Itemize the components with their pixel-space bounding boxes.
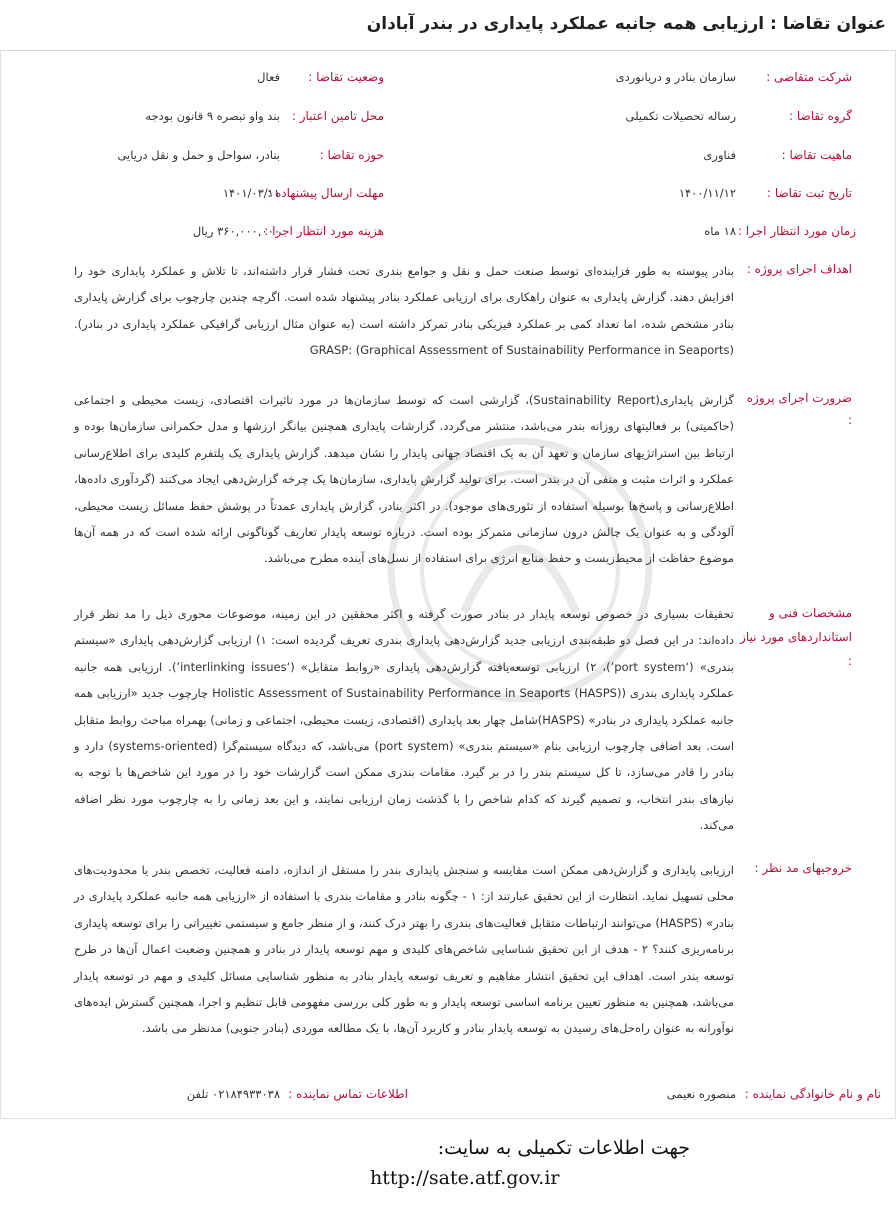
funding-label: محل تامین اعتبار : <box>291 109 384 123</box>
row-group <box>0 109 896 133</box>
rep-contact-label: اطلاعات تماس نماینده : <box>288 1087 408 1101</box>
domain-label: حوزه تقاضا : <box>319 148 384 162</box>
rep-name-value: منصوره نعیمی <box>666 1087 736 1101</box>
duration-label: زمان مورد انتظار اجرا : <box>737 224 856 238</box>
cost-value: ۳۶۰,۰۰۰,۰۰۰ ریال <box>192 224 280 238</box>
row-duration <box>0 224 896 248</box>
deadline-label: مهلت ارسال پیشنهاده : <box>267 186 384 200</box>
status-label: وضعیت تقاضا : <box>308 70 384 84</box>
company-value: سازمان بنادر و دریانوردی <box>615 70 736 84</box>
necessity-section <box>0 387 896 599</box>
footer-url-link[interactable]: http://sate.atf.gov.ir <box>370 1167 560 1189</box>
nature-label: ماهیت تقاضا : <box>781 148 852 162</box>
reg-date-value: ۱۴۰۰/۱۱/۱۲ <box>678 186 736 200</box>
status-value: فعال <box>257 70 280 84</box>
specs-label: مشخصات فنی و استانداردهای مورد نیاز : <box>740 606 852 668</box>
footer-note: جهت اطلاعات تکمیلی به سایت: <box>437 1137 690 1159</box>
row-company <box>0 70 896 94</box>
row-contact <box>0 1087 896 1111</box>
reg-date-label: تاریخ ثبت تقاضا : <box>766 186 852 200</box>
specs-section <box>0 601 896 846</box>
row-nature <box>0 148 896 172</box>
domain-value: بنادر، سواحل و حمل و نقل دریایی <box>117 148 280 162</box>
necessity-label: ضرورت اجرای پروژه : <box>746 391 852 427</box>
necessity-text: گزارش پایداری(Sustainability Report)، گزارشی است که توسط سازمان‌ها در مورد تاثیرات اقتصادی، زیست محیطی و اجتماعی (حاکمیتی) بر فعالیتهای روزانه بندر می‌باشد، منتشر می‌گردد. گزارشات پایداری همچنین بیانگر ارزشها و مدل حکمرانی سازمان‌ها بوده و ارتباط بین استراتژیهای سازمان و تعهد آن به یک اقتصاد جهانی پایدار را نشان میدهد. گزارش پایداری یک پلتفرم کلیدی برای اطلاع‌رسانی عملکرد و اثرات مثبت و منفی آن در بندر است. برای تولید گزارش پایداری، سازمان‌ها یک چرخه گزارش‌دهی ایجاد می‌کنند (گردآوری داده‌ها، اطلاع‌رسانی و پاسخ‌ها بوسیله استفاده از تئوری‌های موجود). در اکثر بنادر، گزارش پایداری عمدتاً در پوشش حفظ مسائل زیست محیطی، آلودگی و به عنوان یک چالش درون سازمانی متمرکز بوده است. درباره توسعه پایدار تعاریف گوناگونی ارائه شده است که در همه آن‌ها موضوع حفاظت از محیط‌زیست و حفظ منابع انرژی برای استفاده از نسل‌های آینده مطرح می‌باشد. <box>74 393 734 566</box>
duration-value: ۱۸ ماه <box>704 224 736 238</box>
rep-contact-value: ۰۲۱۸۴۹۳۳۰۳۸ تلفن <box>186 1087 280 1101</box>
page-title: عنوان تقاضا : ارزیابی همه جانبه عملکرد پایداری در بندر آبادان <box>366 14 886 34</box>
goals-text: بنادر پیوسته به طور فزاینده‌ای توسط صنعت حمل و نقل و جوامع بندری تحت فشار قرار داشته‌اند، تا تلاش و عملکرد پایداری خود را افزایش دهند. گزارش پایداری به عنوان راهکاری برای ارزیابی عملکرد بنادر پیشنهاد شده است. اگرچه چندین چارچوب برای گزارش پایداری بنادر مشخص شده، اما تعداد کمی بر عملکرد فیزیکی بنادر تمرکز داشته است (به عنوان مثال ارزیابی گرافیکی عملکرد پایداری در بنادر). GRASP: (Graphical Assessment of Sustainability Performance in Seaports) <box>74 264 734 358</box>
outputs-text: ارزیابی پایداری و گزارش‌دهی ممکن است مقایسه و سنجش پایداری بندر را مستقل از اندازه، دامنه فعالیت، تخصص بندر یا محدودیت‌های محلی تسهیل نماید. انتظارت از این تحقیق عبارتند از: ۱ - چگونه بنادر و مقامات بندری با استفاده از «ارزیابی همه جانبه عملکرد پایداری در بنادر» (HASPS) می‌توانند ارتباطات متقابل فعالیت‌های بندری را بهتر درک کنند، و از منظر جامع و سیستمی تغییراتی را برای توسعه پایداری برنامه‌ریزی کنند؟ ۲ - هدف از این تحقیق شناسایی شاخص‌های کلیدی و مهم توسعه پایدار در بنادر و همچنین وضعیت اعمال آن‌ها در طرح توسعه بندر است. اهداف این تحقیق انتشار مفاهیم و تعریف توسعه پایدار بنادر به منظور شناسایی مسائل کلیدی و مهم در توسعه پایدار می‌باشد، همچنین به منظور تعیین برنامه اساسی توسعه پایدار و به طور کلی بررسی مفهومی قابل تنظیم و اجرا، همچنین گسترش ایده‌های نوآورانه به عنوان راه‌حل‌های رسیدن به توسعه پایدار بنادر و کاربرد آن‌ها، با یک مطالعه موردی (بنادر جنوبی) مدنظر می باشد. <box>74 863 735 1036</box>
specs-text: تحقیقات بسیاری در خصوص توسعه پایدار در بنادر صورت گرفته و اکثر محققین در این زمینه، موضوعات محوری ذیل را مد نظر قرار داده‌اند: در این فصل دو طبقه‌بندی ارزیابی جدید گزارش‌دهی پایداری بندری تعریف گردیده است: ۱) ارزیابی گزارش‌دهی پایداری «سیستم بندری» (‘port system’)، ۲) ارزیابی توسعه‌یافته گزارش‌دهی پایداری «روابط متقابل» (‘interlinking issues’). ارزیابی همه جانبه عملکرد پایداری بندری (Holistic Assessment of Sustainability Performance in Seaports (HASPS) چارچوب جدید «ارزیابی همه جانبه عملکرد پایداری در بنادر» (HASPS)شامل چهار بعد پایداری (اقتصادی، زیست محیطی، اجتماعی و زمانی) بهمراه مباحث روابط متقابل است. بعد اضافی چارچوب ارزیابی بنام «سیستم بندری» (port system) می‌باشد، که دیدگاه سیستم‌گرا (systems-oriented) دارد و بنادر را قادر می‌سازد، تا کل سیستم بندر را در بر گیرد. مقامات بندری ممکن است گزارشات خود را در مورد این شاخص‌ها با توجه به نیازهای بندر انتخاب، و تصمیم گیرند که کدام شاخص را با گذشت زمان ارزیابی نمایند، و این بعد زمانی را به چارچوب مورد نظر اضافه می‌کند. <box>74 607 735 833</box>
goals-label: اهداف اجرای پروژه : <box>746 262 852 276</box>
deadline-value: ۱۴۰۱/۰۳/۱۱ <box>222 186 280 200</box>
funding-value: بند واو تبصره ۹ قانون بودجه <box>145 109 280 123</box>
goals-section <box>0 258 896 376</box>
nature-value: فناوری <box>703 148 736 162</box>
row-dates <box>0 186 896 210</box>
outputs-section <box>0 857 896 1073</box>
outputs-label: خروجیهای مد نظر : <box>754 861 852 875</box>
group-value: رساله تحصیلات تکمیلی <box>625 109 736 123</box>
title-bar <box>0 0 896 51</box>
company-label: شرکت متقاضی : <box>766 70 852 84</box>
cost-label: هزینه مورد انتظار اجرا : <box>264 224 384 238</box>
rep-name-label: نام و نام خانوادگی نماینده : <box>744 1087 881 1101</box>
group-label: گروه تقاضا : <box>789 109 852 123</box>
